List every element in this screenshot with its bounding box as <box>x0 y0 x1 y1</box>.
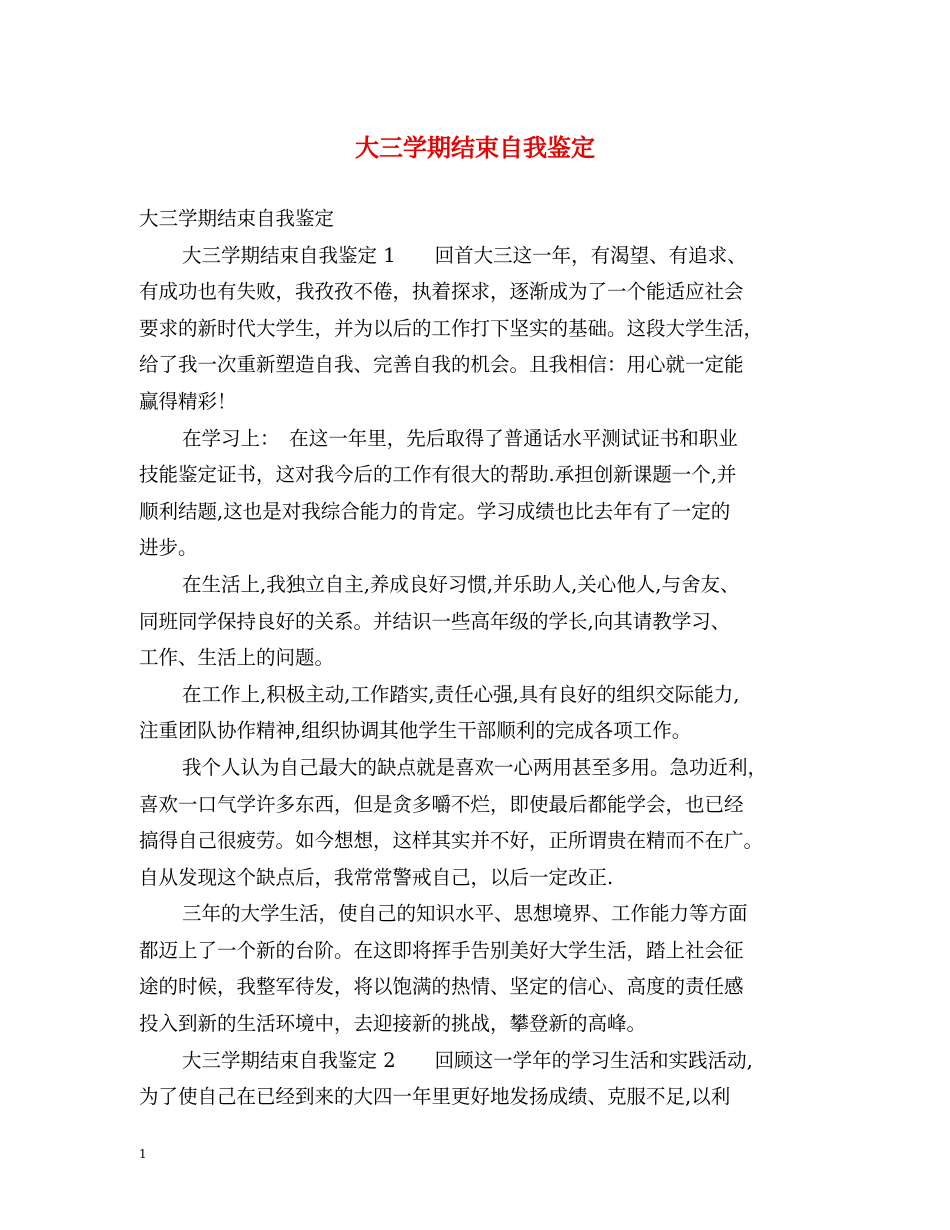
text-line: 我个人认为自己最大的缺点就是喜欢一心两用甚至多用。急功近利， <box>182 755 768 779</box>
text-line: 三年的大学生活，使自己的知识水平、思想境界、工作能力等方面 <box>182 902 748 926</box>
text-line: 在生活上,我独立自主,养成良好习惯,并乐助人,关心他人,与舍友、 <box>182 572 740 596</box>
text-line: 途的时候，我整军待发，将以饱满的热情、坚定的信心、高度的责任感 <box>139 975 744 999</box>
document-title: 大三学期结束自我鉴定 <box>355 133 595 162</box>
text-line: 在工作上,积极主动,工作踏实,责任心强,具有良好的组织交际能力, <box>182 682 740 706</box>
text-line: 有成功也有失败，我孜孜不倦，执着探求，逐渐成为了一个能适应社会 <box>139 280 744 304</box>
text-line: 大三学期结束自我鉴定 1 回首大三这一年，有渴望、有追求、 <box>182 243 747 267</box>
text-line: 要求的新时代大学生，并为以后的工作打下坚实的基础。这段大学生活， <box>139 316 764 340</box>
text-line: 进步。 <box>139 536 198 560</box>
text-line: 赢得精彩！ <box>139 389 237 413</box>
page-number: 1 <box>139 1147 147 1161</box>
text-line: 注重团队协作精神,组织协调其他学生干部顺利的完成各项工作。 <box>139 719 692 743</box>
text-line: 都迈上了一个新的台阶。在这即将挥手告别美好大学生活，踏上社会征 <box>139 938 744 962</box>
text-line: 工作、生活上的问题。 <box>139 646 335 670</box>
text-line: 喜欢一口气学许多东西，但是贪多嚼不烂，即使最后都能学会，也已经 <box>139 792 744 816</box>
text-line: 给了我一次重新塑造自我、完善自我的机会。且我相信：用心就一定能 <box>139 353 744 377</box>
text-line: 投入到新的生活环境中，去迎接新的挑战，攀登新的高峰。 <box>139 1012 647 1036</box>
document-body <box>139 201 829 1116</box>
text-line: 为了使自己在已经到来的大四一年里更好地发扬成绩、克服不足,以利 <box>139 1085 731 1109</box>
text-line: 搞得自己很疲劳。如今想想，这样其实并不好，正所谓贵在精而不在广。 <box>139 829 764 853</box>
text-line: 大三学期结束自我鉴定 <box>139 207 335 230</box>
text-line: 大三学期结束自我鉴定 2 回顾这一学年的学习生活和实践活动, <box>182 1048 753 1072</box>
text-line: 同班同学保持良好的关系。并结识一些高年级的学长,向其请教学习、 <box>139 609 731 633</box>
text-line: 在学习上： 在这一年里，先后取得了普通话水平测试证书和职业 <box>182 426 738 450</box>
text-line: 自从发现这个缺点后，我常常警戒自己，以后一定改正. <box>139 865 614 889</box>
text-line: 顺利结题,这也是对我综合能力的肯定。学习成绩也比去年有了一定的 <box>139 499 731 523</box>
text-line: 技能鉴定证书，这对我今后的工作有很大的帮助.承担创新课题一个,并 <box>139 463 737 487</box>
